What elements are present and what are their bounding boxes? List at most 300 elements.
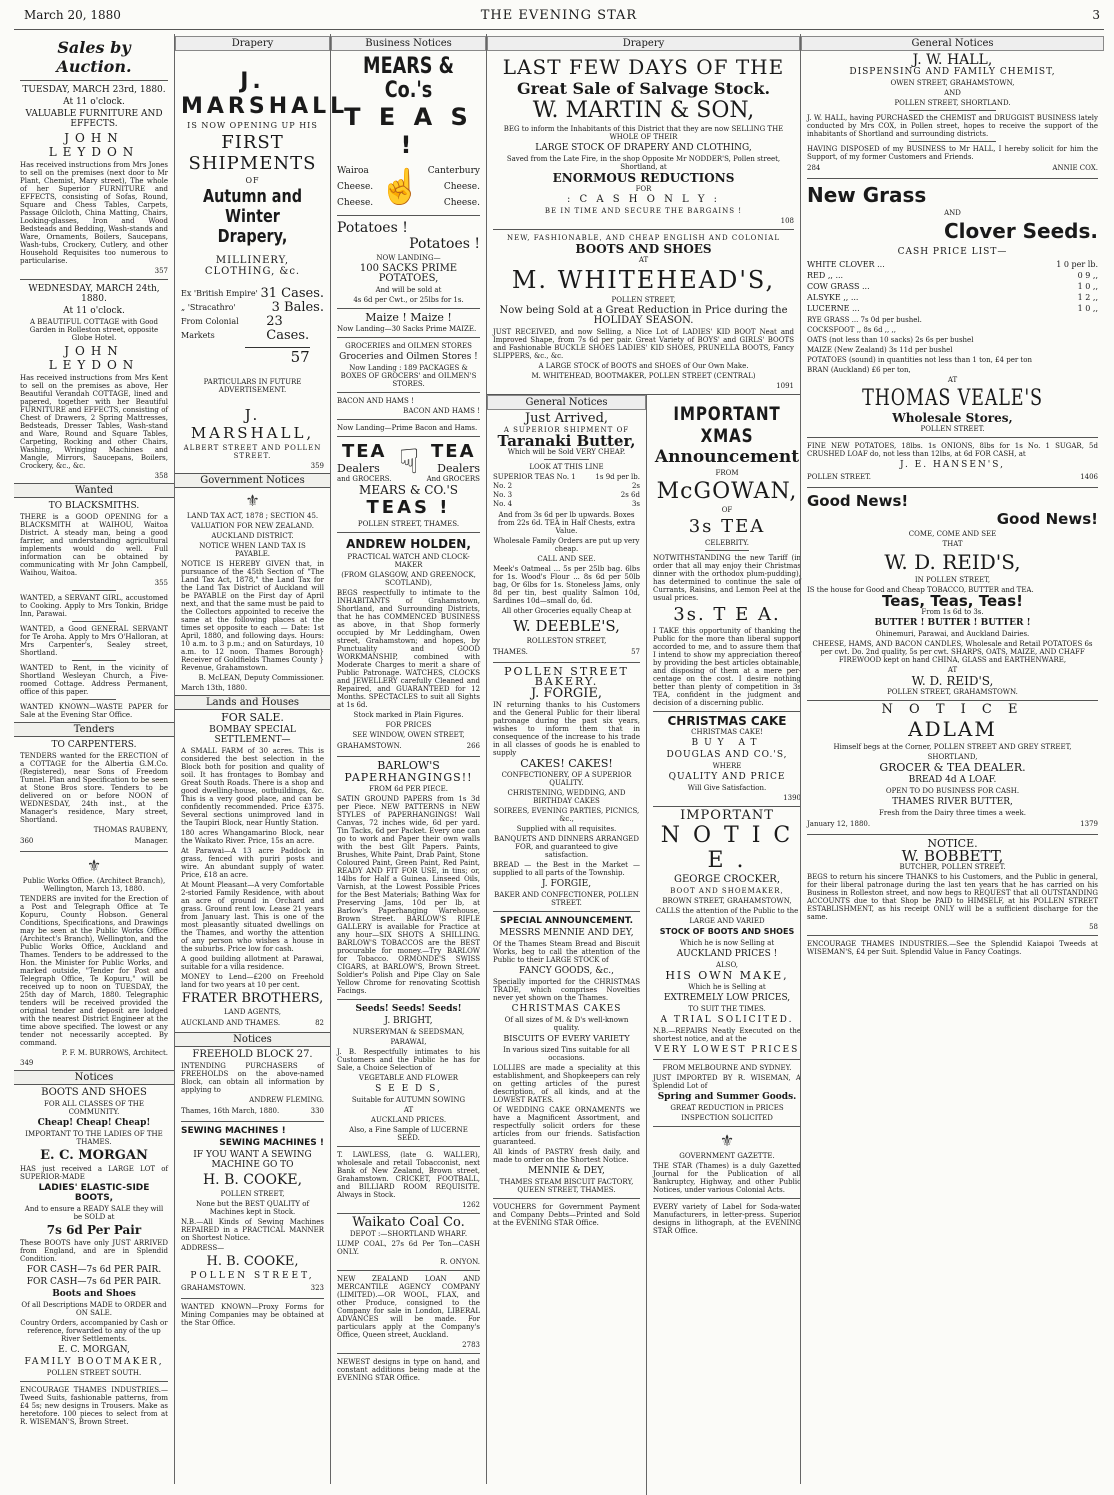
ad-number: 2783 (462, 1341, 480, 1349)
cheese-label: Cheese. (337, 198, 374, 208)
general-notices-header: General Notices (801, 36, 1104, 51)
whitehead-body: JUST RECEIVED, and now Selling, a Nice Lot of LADIES' KID BOOT Neat and Improved Shape, from 7s 6d per pair. Great Variety of BOYS' and GIRLS' BOOTS and Fashionable BUCKLE SHOES LADIES' KID SHOES, PRUNELLA BOOTS, Fancy SLIPPERS, &c., &c. (493, 328, 794, 360)
celebrity: CELEBRITY. (704, 539, 750, 547)
new-fashionable: NEW, FASHIONABLE, AND CHEAP ENGLISH AND COLONIAL (507, 234, 780, 242)
cash-line-1: FOR CASH—7s 6d PER PAIR. (26, 1265, 162, 1275)
brown-street: BROWN STREET, GRAHAMSTOWN, (662, 897, 792, 905)
sewing-line-1: SEWING MACHINES ! (181, 1126, 286, 1136)
tender-1-role: Manager. (134, 837, 168, 845)
owen-street: OWEN STREET, GRAHAMSTOWN, (890, 79, 1015, 87)
important-heading: IMPORTANT (680, 808, 774, 823)
autumn-winter: Autumn and Winter Drapery, (202, 186, 303, 247)
large-varied: LARGE AND VARIED (689, 917, 765, 925)
seed-item: RED ,, ... (807, 271, 844, 280)
look-line: LOOK AT THIS LINE (529, 463, 604, 471)
boots-shoes-head: Boots and Shoes (52, 1289, 136, 1299)
be-in-time: BE IN TIME AND SECURE THE BARGAINS ! (544, 207, 743, 215)
land-tax-date: March 13th, 1880. (181, 684, 248, 692)
building-allotment: A good building allotment at Parawai, suitable for a villa residence. (181, 955, 324, 971)
dealers-word: Dealers (337, 462, 380, 475)
fancy-goods: FANCY GOODS, &c., (518, 966, 615, 976)
butcher: BUTCHER, POLLEN STREET. (899, 863, 1006, 871)
bright-name: J. BRIGHT, (384, 1016, 433, 1026)
potatoes: POTATOES (sound) in quantities not less than 1 ton, £4 per ton (807, 356, 1032, 364)
lawless-ad: T. LAWLESS, (late G. WALLER), wholesale and retail Tobacconist, next Bank of New Zealand, Brown street, Grahamstown. CRICKET, FOOTBALL, and BILLIARD ROOM REQUISITE. Always in Stock. (337, 1151, 480, 1199)
for-word: FOR (635, 185, 652, 193)
maize-heading: Maize ! Maize ! (365, 311, 452, 324)
column-1 (14, 34, 174, 1484)
teas-teas: Teas, Teas, Teas! (881, 592, 1024, 610)
ad-number: 266 (466, 742, 480, 750)
pointing-hand-icon: ☝ (379, 167, 422, 207)
labels-ad: EVERY variety of Label for Soda-water Manufacturers, in letter-press. Superior designs in lithograph, at the EVENING STAR Office. (653, 1203, 801, 1235)
reid-street: IN POLLEN STREET, (914, 576, 991, 584)
ad-number: 358 (154, 472, 168, 480)
cash-price-list: CASH PRICE LIST— (897, 247, 1008, 257)
bright-body: J. B. Respectfully intimates to his Customers and the Public he has for Sale, a Choice Selection of (337, 1048, 480, 1072)
first-shipments: FIRST SHIPMENTS (188, 132, 317, 174)
newspaper-page (14, 34, 1104, 1484)
boot-shoemaker: BOOT AND SHOEMAKER, (670, 887, 784, 895)
auction-1-title: VALUABLE FURNITURE AND EFFECTS. (25, 109, 163, 129)
ready-sale: And to ensure a READY SALE they will be SOLD at (24, 1205, 164, 1221)
sewing-body: IF YOU WANT A SEWING MACHINE GO TO (193, 1150, 312, 1170)
dairies: Ohinemuri, Parawai, and Auckland Dairies. (875, 630, 1030, 638)
grocery-list: Meek's Oatmeal ... 5s per 25lb bag. 6lbs for 1s. Wood's Flour ... 8s 6d per 50lb bag, Or 6lbs for 1s. Stoneless Jams, only 8d per tin, best quality Salmon 10d, Sardines 10d—small do, 6d. (493, 565, 640, 605)
supplied-requisites: Supplied with all requisites. (516, 825, 617, 833)
marshall-address: ALBERT STREET AND POLLEN STREET. (183, 444, 322, 460)
section-lands: Lands and Houses (175, 695, 330, 710)
section-tenders: Tenders (14, 722, 174, 737)
cox-body: HAVING DISPOSED of my BUSINESS to Mr HALL, I hereby solicit for him the Support, of my former Customers and Friends. (807, 145, 1098, 161)
seed-item: WHITE CLOVER ... (807, 260, 885, 269)
forgie-signature: J. FORGIE, (541, 879, 592, 889)
superior-shipment: A SUPERIOR SHIPMENT OF (503, 426, 630, 434)
ad-number: 355 (154, 579, 168, 587)
clover-seeds: Clover Seeds. (943, 219, 1098, 243)
land-tax-title: LAND TAX ACT, 1878 ; SECTION 45. (186, 512, 319, 520)
bombay-body: A SMALL FARM of 30 acres. This is considered the best selection in the Block both for position and quality of soil. It has frontages to Bombay and Great South Roads. There is a shop and good dwelling-house, outbuildings, &c. This is a very good place, and can be confidently recommended. Price £375. Several sections unimproved land in the Taupiri Block, near Huntly Station. (181, 747, 324, 827)
rye-grass: RYE GRASS ... 7s 0d per bushel. (807, 316, 922, 324)
cooke-name: H. B. COOKE, (202, 1172, 303, 1188)
sold-at: And will be sold at (375, 286, 442, 294)
biscuit-factory: THAMES STEAM BISCUIT FACTORY, QUEEN STREET, THAMES. (499, 1178, 634, 1194)
at-word: AT (947, 666, 958, 674)
selling-at: Which he is now Selling at (679, 939, 775, 947)
own-make: A LARGE STOCK of BOOTS and SHOES of Our Own Make. (538, 362, 749, 370)
enormous-reductions: ENORMOUS REDUCTIONS (552, 171, 735, 185)
maize: MAIZE (New Zealand) 3s 11d per bushel (807, 346, 953, 354)
cakes-heading: CAKES! CAKES! (520, 757, 613, 770)
large-stock: LARGE STOCK OF DRAPERY AND CLOTHING, (535, 143, 752, 153)
auction-1-body: Has received instructions from Mrs Jones to sell on the premises (next door to Mr Plant, Chemist, Mary street), The whole of her Superior FURNITURE and EFFECTS, consisting of Sofas, Round, Square and Chess Tables, Carpets, Passage Oilcloth, China Matting, Chairs, Looking-glasses, Iron and Wood Bedsteads and Bedding, Wash-stands and Ware, Ornaments, Boilers, Saucepans, Wash-tubs, Crockery, Cutlery, and other Household Requisites too numerous to particularise. (20, 161, 168, 265)
ad-number: 1091 (776, 382, 794, 390)
see-window: SEE WINDOW, OWEN STREET, (352, 731, 465, 739)
seeds-heading: Seeds! Seeds! Seeds! (355, 1004, 462, 1014)
from-word: FROM (715, 469, 739, 477)
column-4-lower (487, 395, 647, 1495)
crocker-name: GEORGE CROCKER, (674, 874, 780, 885)
teas-heading-2: TEAS ! (366, 497, 451, 518)
announcement: Announcement (654, 447, 800, 467)
at-word: AT (947, 376, 958, 384)
of-word: OF (245, 176, 260, 185)
thames: THAMES. (493, 648, 528, 656)
freehold-body: INTENDING PURCHASERS of FREEHOLDS on the above-named Block, can obtain all information by applying to (181, 1062, 324, 1094)
bran: BRAN (Auckland) £6 per ton, (807, 366, 911, 374)
hansen-body: FINE NEW POTATOES, 18lbs. 1s ONIONS, 8lbs for 1s No. 1 SUGAR, 5d CRUSHED LOAF do, not less than 12lbs, at 6d FOR CASH, at (807, 442, 1098, 458)
auctioneer-name: JOHN LEYDON (48, 131, 140, 159)
christmas-cake-2: CHRISTMAS CAKE! (691, 728, 763, 736)
gov-gazette: GOVERNMENT GAZETTE. (679, 1152, 775, 1160)
and-word: AND (944, 209, 961, 217)
wanted-2-body: WANTED, a SERVANT GIRL, accustomed to Cooking. Apply to Mrs Tonkin, Bridge Inn, Parawai. (20, 594, 168, 618)
ad-number: 1262 (462, 1201, 480, 1209)
christening-cakes: CHRISTENING, WEDDING, AND BIRTHDAY CAKES (507, 789, 626, 805)
marshall-signature: J. MARSHALL, (190, 406, 315, 442)
tea-grade: No. 4 (493, 500, 513, 508)
parawai-paddock: At Parawai—A 13 acre Paddock in grass, fenced with puriri posts and wire. An abundant supply of water. Price, £18 an acre. (181, 847, 324, 879)
notice-2: NOTICE. (927, 837, 978, 850)
tea-grade: SUPERIOR TEAS No. 1 (493, 473, 576, 481)
three-shilling-tea-2: 3s. T E A. (673, 604, 781, 625)
cocksfoot: COCKSFOOT ,, 8s 6d ,, ,, (807, 326, 896, 334)
repairs-nb: N.B.—REPAIRS Neatly Executed on the shortest notice, and at the (653, 1027, 801, 1043)
holden-origin: (FROM GLASGOW, AND GREENOCK, SCOTLAND), (341, 571, 476, 587)
forgie-name: J. FORGIE, (530, 686, 603, 701)
tea-note: And from 3s 6d per lb upwards. Boxes from 22s 6d. TEA in Half Chests, extra Value. (497, 511, 636, 535)
holden-trade: PRACTICAL WATCH AND CLOCK-MAKER (347, 553, 470, 569)
grahamstown: GRAHAMSTOWN. (181, 1284, 246, 1292)
river-butter: THAMES RIVER BUTTER, (892, 797, 1013, 807)
inspection: INSPECTION SOLICITED (681, 1114, 773, 1122)
mears-name-2: MEARS & CO.'S (359, 483, 458, 497)
three-shilling-tea: 3s TEA (688, 516, 766, 537)
shortland: SHORTLAND, (927, 753, 978, 761)
coal-depot: DEPOT :—SHORTLAND WHARF. (349, 1230, 468, 1238)
drapery-header: Drapery (175, 36, 330, 51)
land-agents: LAND AGENTS, (224, 1008, 281, 1016)
grocer-tea: GROCER & TEA DEALER. (879, 761, 1026, 774)
hall-body: J. W. HALL, having PURCHASED the CHEMIST and DRUGGIST BUSINESS lately conducted by Mrs COX, in Pollen street, hopes to receive the support of the inhabitants of Shortland and surrounding districts. (807, 114, 1098, 138)
freehold-date: Thames, 16th March, 1880. (181, 1107, 280, 1115)
reid-stock: CHEESE, HAMS, AND BACON CANDLES, Wholesale and Retail POTATOES 6s per cwt. Do. 2nd quality, 5s per cwt. SHARPS, OATS, MAIZE, AND CHAFF FIREWOOD kept on hand CHINA, GLASS and EARTHENWARE, (812, 640, 1093, 664)
mcgowan-body: NOTWITHSTANDING the new Tariff (in order that all may enjoy their Christmas dinner with the orthodox plum-pudding), has determined to continue the sale of Currants, Raisins, and Lemon Peel at the usual prices. (653, 554, 801, 602)
column-6 (800, 34, 1104, 1484)
tender-1-body: TENDERS wanted for the ERECTION of a COTTAGE for the Albertia G.M.Co. (Registered), near Sons of Freedom Tunnel. Plan and Specification to be seen at Stone Bros store. Tenders to be delivered on or before NOON of WEDNESDAY, 24th inst., at the Manager's residence, Mary street, Shortland. (20, 752, 168, 824)
morgan-name: E. C. MORGAN (40, 1148, 148, 1163)
just-arrived: Just Arrived, (524, 411, 609, 426)
ad-number: 349 (20, 1059, 34, 1067)
auction-2-time: At 11 o'clock. (63, 306, 125, 316)
general-notices-header: General Notices (487, 395, 646, 410)
cash-only: : C A S H O N L Y : (567, 194, 720, 205)
hall-name: J. W. HALL, (912, 52, 993, 68)
wanted-3-body: WANTED, a Good GENERAL SERVANT for Te Aroha. Apply to Mrs O'Halloran, at Mrs Carpenter's, Sealey street, Shortland. (20, 625, 168, 657)
new-grass: New Grass (807, 183, 927, 207)
potato-sacks: 100 SACKS PRIME POTATOES, (359, 263, 458, 284)
spring-summer: Spring and Summer Goods. (657, 1092, 797, 1102)
auckland-prices: AUCKLAND PRICES. (370, 1116, 447, 1124)
tea-grade: No. 3 (493, 491, 513, 499)
last-few-days: LAST FEW DAYS OF THE (502, 55, 785, 79)
that-word: THAT (942, 540, 963, 548)
bread-price: BREAD 4d A LOAF. (908, 775, 997, 785)
douglas-co: DOUGLAS AND CO.'S, (666, 750, 788, 760)
veale-name: THOMAS VEALE'S (862, 386, 1043, 411)
confectionery: CONFECTIONERY, OF A SUPERIOR QUALITY. (501, 771, 632, 787)
wanted-5-body: WANTED KNOWN—WASTE PAPER for Sale at the Evening Star Office. (20, 703, 168, 719)
ad-number: 82 (315, 1019, 324, 1027)
seed-price: 1 0 ,, (1077, 282, 1098, 291)
money-lend: MONEY to Lend—£200 on Freehold land for two years at 10 per cent. (181, 973, 324, 989)
particulars: PARTICULARS IN FUTURE ADVERTISEMENT. (203, 378, 302, 394)
where-word: WHERE (712, 762, 742, 770)
also-word: ALSO, (715, 961, 739, 969)
cheese-block (337, 163, 480, 211)
shipment-label: From Colonial Markets (181, 317, 239, 340)
morgan-body: HAS just received a LARGE LOT of SUPERIOR-MADE (20, 1165, 168, 1181)
whitehead-street: POLLEN STREET, (611, 296, 676, 304)
ad-number: 284 (807, 164, 821, 172)
pollen-shortland: POLLEN STREET, SHORTLAND. (894, 99, 1011, 107)
boots-desc: Of all Descriptions MADE to ORDER and ON SALE. (21, 1301, 167, 1317)
seed-price: 0 9 ,, (1077, 271, 1098, 280)
taranaki-butter: Taranaki Butter, (497, 432, 636, 450)
bacon-2: BACON AND HAMS ! (403, 407, 480, 415)
column-2 (174, 34, 349, 1484)
ad-number: 58 (1089, 923, 1098, 931)
wholesale-orders: Wholesale Family Orders are put up very cheap. (493, 537, 640, 553)
packages: Now Landing : 189 PACKAGES & BOXES OF GROCERS' and OILMEN'S STORES. (340, 364, 477, 388)
page-number: 3 (1092, 8, 1100, 22)
adlam-corner: Himself begs at the Corner, POLLEN STREET AND GREY STREET, (833, 743, 1072, 751)
tea-dealers-block (337, 441, 480, 483)
whitehead-address: M. WHITEHEAD, BOOTMAKER, POLLEN STREET (CENTRAL) (531, 372, 756, 380)
shipments-list (181, 287, 324, 343)
adlam-date: January 12, 1880. (807, 820, 871, 828)
pollen-bakery: POLLEN STREET BAKERY. (504, 665, 629, 688)
from-price: FROM 6d PER PIECE. (368, 785, 448, 793)
pollen-street-thames: POLLEN STREET, THAMES. (357, 520, 460, 528)
section-notices: Notices (14, 1070, 174, 1085)
tea-range: From 1s 6d to 3s. (921, 608, 984, 616)
groceries-1: GROCERIES and OILMEN STORES (345, 342, 472, 350)
own-make: HIS OWN MAKE, (665, 969, 789, 982)
which-selling: Which he is Selling at (688, 983, 766, 991)
valuation: VALUATION FOR NEW ZEALAND. (191, 522, 314, 530)
mount-pleasant: At Mount Pleasant—A very Comfortable 2-storied Family Residence, with about an acre of ground in Orchard and grass. Ground rent low. Lease 21 years from January last. This is one of the most pleasantly situated dwellings on the Thames, and worthy the attention of any person who wishes a house in the suburbs. Price low for cash. (181, 881, 324, 953)
boots-arrival: These BOOTS have only JUST ARRIVED from England, and are in Splendid Condition. (20, 1239, 168, 1263)
important-ladies: IMPORTANT TO THE LADIES OF THE THAMES. (25, 1130, 163, 1146)
cheese-label: Cheese. (337, 182, 374, 192)
auctioneer-name: JOHN LEYDON (48, 344, 140, 372)
cox-signature: ANNIE COX. (1052, 164, 1098, 172)
family-bootmaker: FAMILY BOOTMAKER, (24, 1357, 164, 1367)
frater-address: AUCKLAND AND THAMES. (181, 1019, 281, 1027)
butter-line: BUTTER ! BUTTER ! BUTTER ! (874, 618, 1031, 628)
calls-attention: CALLS the attention of the Public to the (655, 907, 799, 915)
notice-heading: N O T I C E (881, 702, 1024, 717)
barlow-name: BARLOW'S (377, 759, 440, 772)
lucerne-seed: Also, a Fine Sample of LUCERNE SEED. (349, 1126, 468, 1142)
low-prices: EXTREMELY LOW PRICES, (663, 993, 791, 1003)
seed-item: LUCERNE ... (807, 304, 860, 313)
for-sale: FOR SALE. (221, 711, 284, 724)
cooke-quality: None but the BEST QUALITY of Machines kept in Stock. (195, 1200, 310, 1216)
wanted-1-title: TO BLACKSMITHS. (48, 501, 140, 511)
royal-crest-icon: ⚜ (86, 856, 102, 875)
nz-loan-ad: NEW ZEALAND LOAN AND MERCANTILE AGENCY COMPANY (LIMITED).—OR WOOL, FLAX, and other Produce, consigned to the Company for sale in London, LIBERAL ADVANCES will be made. For particulars apply at the Company's Office, Queen street, Auckland. (337, 1275, 480, 1339)
sold-cheap: Which will be Sold VERY CHEAP. (507, 448, 626, 456)
auction-2-body: Has received instructions from Mrs Kent to sell on the premises as above, Her Beautiful Verandah COTTAGE, lined and papered, together with her Beautiful FURNITURE and EFFECTS, consisting of Chest of Drawers, 2 Spring Mattresses, Bedsteads, Dresser Tables, Wash-stand and Ware, Round and Square Tables, Carpeting, Rocking and other Chairs, Washing, Wringing Machines and Mangle, Mirrors, Saucepans, Boilers, Crockery, &c., &c. (20, 374, 168, 470)
hansen-street: POLLEN STREET. (807, 473, 872, 481)
cooke-street: POLLEN STREET, (220, 1190, 285, 1198)
cheese-label: Canterbury (427, 166, 480, 176)
masthead (14, 6, 1104, 30)
hansen-name: J. E. HANSEN'S, (900, 460, 1005, 470)
onyon-signature: R. ONYON. (440, 1258, 480, 1266)
cooke-name-2: H. B. COOKE, (206, 1254, 299, 1269)
column-4 (486, 34, 800, 1484)
ad-number: 330 (310, 1107, 324, 1115)
at-word: AT (403, 1106, 414, 1114)
tea-price: 3s (631, 500, 640, 508)
xmas-heading: IMPORTANT XMAS (673, 403, 781, 447)
autumn-sowing: Suitable for AUTUMN SOWING (351, 1096, 466, 1104)
great-reduction: GREAT REDUCTION in PRICES (670, 1104, 784, 1112)
veale-street: POLLEN STREET. (920, 425, 985, 433)
drapery-header: Drapery (487, 36, 800, 51)
lump-coal: LUMP COAL, 27s 6d Per Ton—CASH ONLY. (337, 1240, 480, 1256)
come-and-see: COME, COME AND SEE (908, 530, 997, 538)
melbourne-sydney: FROM MELBOURNE AND SYDNEY. (662, 1064, 792, 1072)
satisfaction: Will Give Satisfaction. (687, 784, 767, 792)
and-word: AND (944, 89, 961, 97)
wholesale-stores: Wholesale Stores, (892, 411, 1013, 425)
holden-body: BEGS respectfully to intimate to the INHABITANTS of Grahamstown, Shortland, and Surrounding Districts, that he has COMMENCED BUSINESS as above, in that Shop formerly occupied by Mr Leddingham, Owen street, Grahamstown; and hopes, by Punctuality and GOOD WORKMANSHIP, combined with Moderate Charges to merit a share of Public Patronage. WATCHES, CLOCKS and JEWELLERY carefully Cleaned and Repaired, and GUARANTEED for 12 Months. SPECTACLES to suit all Sights at 1s 6d. (337, 589, 480, 709)
grocers-word: And GROCERS (426, 475, 480, 483)
shipment-qty: 3 Bales. (271, 300, 324, 315)
ad-number: 359 (310, 462, 324, 470)
newspaper-title: THE EVENING STAR (480, 8, 638, 23)
bacon-1: BACON AND HAMS ! (337, 397, 414, 405)
sewing-line-2: SEWING MACHINES ! (219, 1138, 324, 1148)
bacon-prime: Now Landing—Prime Bacon and Hams. (337, 424, 478, 432)
boots-title: BOOTS AND SHOES (41, 1087, 147, 1098)
reid-street-2: POLLEN STREET, GRAHAMSTOWN. (887, 688, 1018, 696)
cooke-street-2: POLLEN STREET, (190, 1271, 315, 1281)
quality-price: QUALITY AND PRICE (668, 772, 786, 782)
wiseman-ad: ENCOURAGE THAMES INDUSTRIES.—Tweed Suits, fashionable patterns, from £4 5s; new designs in Trousers. Make as heretofore. 100 pieces to select from at R. WISEMAN'S, Brown Street. (20, 1386, 168, 1426)
martin-son: W. MARTIN & SON, (532, 98, 755, 123)
tender-1-signature: THOMAS RAUBENY, (93, 826, 168, 834)
auctions-heading: Sales by Auction. (56, 38, 132, 76)
md-signature: MENNIE & DEY, (528, 1166, 605, 1176)
baker-confectioner: BAKER AND CONFECTIONER, POLLEN STREET. (494, 891, 639, 907)
saved-fire: Saved from the Late Fire, in the shop Opposite Mr NODDER'S, Pollen street, Shortland, at (506, 155, 781, 171)
barlow-body: SATIN GROUND PAPERS from 1s 3d per Piece. NEW PATTERNS in NEW STYLES of PAPERHANGINGS! Wall Canvas, 72 inches wide, 6d per yard. Tin Tacks, 6d per Packet. Every one can go to work and Paper their own walls with the best Gilt Papers. Paints, Brushes, White Paint, Drab Paint, Stone Coloured Paint, Green Paint, Red Paint, READY AND FIT FOR USE, in tins; or, 14lbs for Half a Guinea. Linseed Oils, Varnish, at the Lowest Possible Prices for the Best Materials; Bathing Wax for Preserving Jams, 10d per lb, at Barlow's Paperhanging Warehouse, Brown Street. BARLOW'S RIFLE GALLERY is available for Practice at any hour—SIX SHOTS A SHILLING. BARLOW'S TOBACCOS are the BEST procurable for money.—Try BARLOW for Tobacco. ORMONDE'S SWISS CIGARS, at BARLOW'S, Brown Street. Soldier's Polish and Pipe Clay on Sale Yellow Chrome for renovating Scottish Facings. (337, 795, 480, 995)
auction-1-date: TUESDAY, MARCH 23rd, 1880. (22, 85, 166, 95)
ad-number: 1379 (1080, 820, 1098, 828)
opening-line: IS NOW OPENING UP HIS (187, 121, 318, 130)
maize-body: Now Landing—30 Sacks Prime MAIZE. (337, 325, 477, 333)
proxy-forms: WANTED KNOWN—Proxy Forms for Mining Companies may be obtained at the Star Office. (181, 1303, 324, 1327)
christmas-cakes: CHRISTMAS CAKES (511, 1004, 622, 1014)
wanted-4-body: WANTED to Rent, in the vicinity of Shortland Wesleyan Church, a Five-roomed Cottage. Address Permanent, office of this paper. (20, 664, 168, 696)
morgan-address: POLLEN STREET SOUTH. (46, 1369, 142, 1377)
tea-grade: No. 2 (493, 482, 513, 490)
oats: OATS (not less than 10 sacks) 2s 6s per bushel (807, 336, 974, 344)
cash-line-2: FOR CASH—7s 6d PER PAIR. (26, 1277, 162, 1287)
seed-price: 1 0 ,, (1077, 304, 1098, 313)
mennie-dey: MESSRS MENNIE AND DEY, (499, 928, 634, 938)
tea-word: TEA (431, 441, 476, 462)
ad-number: 57 (631, 648, 640, 656)
royal-crest-icon: ⚜ (245, 491, 260, 510)
shipment-qty: 31 Cases. (260, 286, 324, 301)
special-announcement: SPECIAL ANNOUNCEMENT. (499, 916, 634, 926)
boots-subtitle: FOR ALL CLASSES OF THE COMMUNITY. (43, 1100, 145, 1116)
teas-heading: T E A S ! (344, 103, 473, 159)
auckland-district: AUCKLAND DISTRICT. (211, 532, 294, 540)
bobbett-name: W. BOBBETT, (901, 847, 1004, 865)
paperhangings: PAPERHANGINGS!! (344, 771, 473, 784)
dealers-word: Dealers (437, 462, 480, 475)
kaiapoi-tweeds: ENCOURAGE THAMES INDUSTRIES.—See the Splendid Kaiapoi Tweeds at WISEMAN'S, £4 per Suit. Splendid Value in Fancy Coatings. (807, 940, 1098, 956)
md-quality: Of all sizes of M. & D's well-known quality. (504, 1016, 629, 1032)
column-5 (647, 395, 807, 1495)
auction-1-time: At 11 o'clock. (63, 97, 125, 107)
wanted-1-body: THERE is a GOOD OPENING for a BLACKSMITH at WAIHOU, Waitoa District. A steady man, being a good farrier, and understanding agricultural implements would do well. Full information can be obtained by communicating with Mr John Campbell, Waihou, Waitoa. (20, 513, 168, 577)
bobbett-body: BEGS to return his sincere THANKS to his Customers, and the Public in general, for their liberal patronage during the last ten years that he has carried on his Business in Rolleston street, and now begs to REQUEST that all OUTSTANDING ACCOUNTS due to that Shop be PAID to HIMSELF, at his POLLEN STREET ESTABLISHMENT, as his receipt ONLY will be a sufficient discharge for the same. (807, 873, 1098, 921)
shipment-label: „ 'Stracathro' (181, 303, 236, 312)
whitehead-name: M. WHITEHEAD'S, (511, 266, 776, 294)
good-news-1: Good News! (807, 492, 909, 510)
open-cash: OPEN TO DO BUSINESS FOR CASH. (885, 787, 1020, 795)
fresh-dairy: Fresh from the Dairy three times a week. (879, 809, 1026, 817)
section-notices: Notices (175, 1032, 330, 1047)
morgan-signature: E. C. MORGAN, (58, 1345, 130, 1355)
payable-notice: NOTICE WHEN LAND TAX IS PAYABLE. (199, 542, 306, 558)
seed-item: COW GRASS ... (807, 282, 870, 291)
tender-1-title: TO CARPENTERS. (51, 740, 137, 750)
royal-crest-icon: ⚜ (719, 1131, 735, 1150)
tender-2-office: Public Works Office. (Architect Branch), Wellington, March 13, 1880. (22, 877, 166, 893)
tender-2-signature: P. F. M. BURROWS, Architect. (61, 1049, 168, 1057)
seeds-word: S E E D S, (375, 1084, 442, 1094)
frater-brothers: FRATER BROTHERS, (181, 991, 324, 1006)
christmas-trade: Specially imported for the CHRISTMAS TRADE, which comprises Novelties never yet shown on the Thames. (493, 978, 640, 1002)
lower-split (493, 395, 801, 1495)
ad-number: 1406 (1080, 473, 1098, 481)
of-word: OF (721, 506, 733, 514)
at-word: AT (638, 256, 649, 264)
boots-shoes: BOOTS AND SHOES (575, 242, 712, 256)
wiseman-import: JUST IMPORTED BY R. WISEMAN, A Splendid Lot of (653, 1074, 801, 1090)
fleming-signature: ANDREW FLEMING. (249, 1096, 324, 1104)
marshall-name: J. MARSHALL (181, 69, 349, 119)
buy-at: BUY AT (691, 738, 763, 748)
whangamarino: 180 acres Whangamarino Block, near the Waikato River. Price, 15s an acre. (181, 829, 324, 845)
reid-name: W. D. REID'S, (884, 550, 1021, 574)
newest-designs: NEWEST designs in type on hand, and constant additions being made at the EVENING STAR Office. (337, 1358, 480, 1382)
good-news-2: Good News! (996, 510, 1098, 528)
reid-name-2: W. D. REID'S, (911, 674, 994, 688)
seed-price: 1 0 per lb. (1056, 260, 1098, 269)
boot-price: 7s 6d Per Pair (46, 1223, 142, 1237)
banquets: BANQUETS AND DINNERS ARRANGED FOR, and guaranteed to give satisfaction. (494, 835, 639, 859)
